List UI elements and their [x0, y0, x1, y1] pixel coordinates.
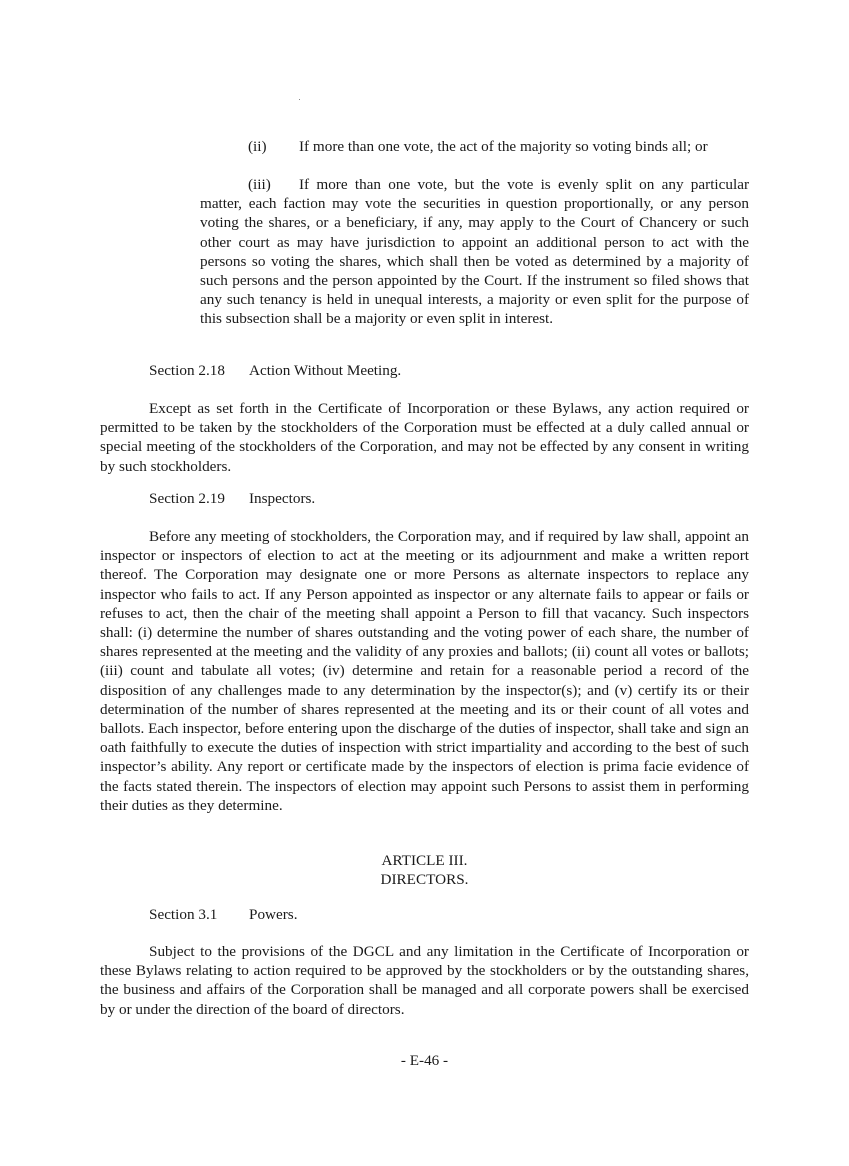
- section-2-19-body: Before any meeting of stockholders, the Corporation may, and if required by law shall, appoint an inspector or inspectors of election to act at the meeting or its adjournment and make a written report thereof. The Corporation may designate one or more Persons as alternate inspectors to replace any inspector who fails to act. If any Person appointed as inspector or any alternate fails to appear or fails or refuses to act, then the chair of the meeting shall appoint a Person to fill that vacancy. Such inspectors shall: (i) determine the number of shares outstanding and the voting power of each share, the number of shares represented at the meeting and the validity of any proxies and ballots; (ii) count all votes or ballots; (iii) count and tabulate all votes; (iv) determine and retain for a reasonable period a record of the disposition of any challenges made to any determination by the inspector(s); and (v) certify its or their determination of the number of shares represented at the meeting and its or their count of all votes and ballots. Each inspector, before entering upon the discharge of the duties of inspector, shall take and sign an oath faithfully to execute the duties of inspection with strict impartiality and according to the best of such inspector’s ability. Any report or certificate made by the inspectors of election is prima facie evidence of the facts stated therein. The inspectors of election may appoint such Persons to assist them in performing their duties as they determine.: [100, 528, 749, 814]
- section-2-19-number: Section 2.19: [149, 490, 225, 507]
- list-item-iii-number: (iii): [248, 176, 271, 193]
- section-3-1-number: Section 3.1: [149, 906, 218, 923]
- article-number: ARTICLE III.: [381, 852, 468, 869]
- section-3-1-title: Powers.: [249, 906, 298, 923]
- section-3-1-body: Subject to the provisions of the DGCL and any limitation in the Certificate of Incorporation or these Bylaws relating to action required to be approved by the stockholders or by the outstanding shares, the business and affairs of the Corporation shall be managed and all corporate powers shall be exercised by or under the direction of the board of directors.: [100, 943, 749, 1018]
- page-number: - E-46 -: [400, 1052, 449, 1069]
- section-2-18-heading: [149, 361, 401, 380]
- section-2-19-title: Inspectors.: [249, 490, 316, 507]
- list-item-ii: [200, 137, 749, 156]
- list-item-ii-text: If more than one vote, the act of the majority so voting binds all; or: [299, 138, 708, 155]
- section-2-18-number: Section 2.18: [149, 362, 225, 379]
- section-3-1-heading: [149, 905, 298, 924]
- stray-mark: [299, 99, 300, 100]
- article-title: DIRECTORS.: [380, 871, 469, 888]
- section-2-18-body: Except as set forth in the Certificate of Incorporation or these Bylaws, any action required or permitted to be taken by the stockholders of the Corporation must be effected at a duly called annual or special meeting of the stockholders of the Corporation, and may not be effected by any consent in writing by such stockholders.: [100, 400, 749, 475]
- list-item-ii-number: (ii): [248, 138, 267, 155]
- list-item-iii: [200, 175, 749, 329]
- section-2-18-title: Action Without Meeting.: [249, 362, 402, 379]
- section-2-19-heading: [149, 489, 315, 508]
- list-item-iii-text: If more than one vote, but the vote is evenly split on any particular matter, each faction may vote the securities in question proportionally, or any person voting the shares, or a beneficiary, if any, may apply to the Court of Chancery or such other court as may have jurisdiction to appoint an additional person to act with the persons so voting the shares, which shall then be voted as determined by a majority of such persons and the person appointed by the Court. If the instrument so filed shows that any such tenancy is held in unequal interests, a majority or even split for the purpose of this subsection shall be a majority or even split in interest.: [200, 176, 749, 328]
